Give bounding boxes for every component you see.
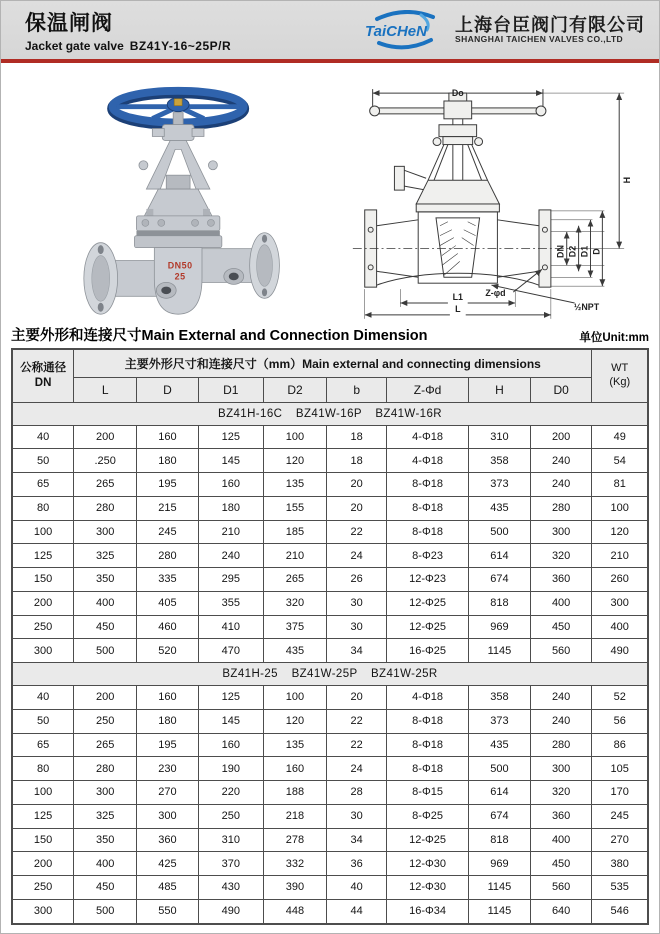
value-cell: 400: [592, 615, 648, 639]
value-cell: .250: [74, 449, 137, 473]
table-row: [12, 852, 648, 876]
value-cell: 310: [469, 425, 531, 449]
section-header: [11, 325, 649, 345]
value-cell: 360: [530, 568, 592, 592]
company-name-en: SHANGHAI TAICHEN VALVES CO.,LTD: [455, 34, 624, 45]
dn-cell: 125: [12, 804, 74, 828]
value-cell: 435: [263, 639, 327, 663]
table-row: [12, 520, 648, 544]
column-header: H: [469, 377, 531, 402]
dn-cell: 300: [12, 899, 74, 924]
value-cell: 160: [198, 733, 263, 757]
value-cell: 450: [530, 852, 592, 876]
product-title-block: [25, 7, 231, 53]
value-cell: 485: [137, 876, 199, 900]
company-name-block: [455, 15, 645, 45]
value-cell: 230: [137, 757, 199, 781]
value-cell: 400: [530, 828, 592, 852]
value-cell: 358: [469, 686, 531, 710]
value-cell: 1145: [469, 639, 531, 663]
table-row: [12, 615, 648, 639]
value-cell: 30: [327, 615, 387, 639]
value-cell: 969: [469, 852, 531, 876]
value-cell: 270: [592, 828, 648, 852]
taichen-logo-text: TaiCHeN: [365, 23, 427, 40]
valve-photo: [61, 77, 339, 323]
product-title-zh: 保温闸阀: [25, 12, 113, 35]
model-group-label: BZ41H-25 BZ41W-25P BZ41W-25R: [12, 663, 648, 686]
dim-label-do: Do: [451, 88, 464, 99]
dn-cell: 50: [12, 709, 74, 733]
dn-cell: 150: [12, 828, 74, 852]
column-header-dn: [12, 349, 74, 402]
valve-drawing-graphic: [337, 81, 639, 321]
value-cell: 435: [469, 733, 531, 757]
value-cell: 36: [327, 852, 387, 876]
wt-header-unit: (Kg): [609, 375, 631, 388]
column-header: L: [74, 377, 137, 402]
table-row: [12, 757, 648, 781]
dn-cell: 65: [12, 733, 74, 757]
accent-divider: [1, 59, 659, 63]
dn-cell: 40: [12, 425, 74, 449]
value-cell: 490: [198, 899, 263, 924]
page-header: [1, 1, 659, 59]
value-cell: 350: [74, 568, 137, 592]
model-group-row: [12, 402, 648, 425]
value-cell: 240: [530, 473, 592, 497]
value-cell: 200: [74, 425, 137, 449]
value-cell: 135: [263, 733, 327, 757]
dn-cell: 100: [12, 520, 74, 544]
value-cell: 180: [137, 709, 199, 733]
value-cell: 300: [530, 757, 592, 781]
table-row: [12, 686, 648, 710]
value-cell: 8-Φ18: [387, 496, 469, 520]
value-cell: 86: [592, 733, 648, 757]
value-cell: 400: [74, 852, 137, 876]
value-cell: 210: [198, 520, 263, 544]
value-cell: 320: [530, 544, 592, 568]
column-header: b: [327, 377, 387, 402]
model-group-label: BZ41H-16C BZ41W-16P BZ41W-16R: [12, 402, 648, 425]
dim-label-d2: D2: [567, 245, 578, 258]
value-cell: 300: [74, 520, 137, 544]
dn-header-zh: 公称通径: [20, 362, 67, 375]
value-cell: 200: [74, 686, 137, 710]
value-cell: 358: [469, 449, 531, 473]
value-cell: 500: [74, 899, 137, 924]
value-cell: 22: [327, 520, 387, 544]
column-header: D1: [198, 377, 263, 402]
value-cell: 145: [198, 449, 263, 473]
value-cell: 100: [592, 496, 648, 520]
dn-cell: 40: [12, 686, 74, 710]
column-header: D0: [530, 377, 592, 402]
value-cell: 18: [327, 449, 387, 473]
value-cell: 18: [327, 425, 387, 449]
dimensions-table-wrap: [11, 348, 649, 925]
value-cell: 30: [327, 591, 387, 615]
table-row: [12, 449, 648, 473]
value-cell: 218: [263, 804, 327, 828]
value-cell: 12-Φ25: [387, 615, 469, 639]
value-cell: 135: [263, 473, 327, 497]
value-cell: 373: [469, 709, 531, 733]
value-cell: 49: [592, 425, 648, 449]
value-cell: 4-Φ18: [387, 425, 469, 449]
column-header: D: [137, 377, 199, 402]
value-cell: 300: [592, 591, 648, 615]
value-cell: 640: [530, 899, 592, 924]
table-row: [12, 591, 648, 615]
dim-label-d: D: [591, 248, 602, 255]
value-cell: 1145: [469, 899, 531, 924]
table-row: [12, 425, 648, 449]
value-cell: 260: [592, 568, 648, 592]
dim-label-npt: ½NPT: [573, 301, 600, 312]
value-cell: 350: [74, 828, 137, 852]
dn-cell: 80: [12, 496, 74, 520]
value-cell: 4-Φ18: [387, 449, 469, 473]
value-cell: 280: [74, 496, 137, 520]
value-cell: 410: [198, 615, 263, 639]
value-cell: 190: [198, 757, 263, 781]
value-cell: 12-Φ25: [387, 828, 469, 852]
value-cell: 280: [530, 733, 592, 757]
value-cell: 280: [137, 544, 199, 568]
value-cell: 360: [530, 804, 592, 828]
value-cell: 270: [137, 781, 199, 805]
value-cell: 120: [592, 520, 648, 544]
value-cell: 12-Φ30: [387, 852, 469, 876]
value-cell: 8-Φ25: [387, 804, 469, 828]
taichen-logo-icon: [361, 10, 447, 50]
brand-block: [361, 10, 645, 50]
value-cell: 355: [198, 591, 263, 615]
value-cell: 26: [327, 568, 387, 592]
value-cell: 20: [327, 686, 387, 710]
dimensions-table: [11, 348, 649, 925]
value-cell: 500: [74, 639, 137, 663]
value-cell: 8-Φ23: [387, 544, 469, 568]
value-cell: 390: [263, 876, 327, 900]
value-cell: 818: [469, 828, 531, 852]
value-cell: 325: [74, 804, 137, 828]
value-cell: 44: [327, 899, 387, 924]
value-cell: 200: [530, 425, 592, 449]
value-cell: 160: [263, 757, 327, 781]
table-row: [12, 709, 648, 733]
table-row: [12, 544, 648, 568]
value-cell: 265: [263, 568, 327, 592]
value-cell: 185: [263, 520, 327, 544]
value-cell: 20: [327, 473, 387, 497]
dn-cell: 80: [12, 757, 74, 781]
column-header-span: 主要外形尺寸和连接尺寸（mm）Main external and connecting dimensions: [74, 349, 592, 377]
value-cell: 12-Φ23: [387, 568, 469, 592]
dn-cell: 250: [12, 876, 74, 900]
dn-cell: 200: [12, 852, 74, 876]
product-model: BZ41Y-16~25P/R: [129, 39, 232, 53]
value-cell: 535: [592, 876, 648, 900]
table-row: [12, 876, 648, 900]
value-cell: 550: [137, 899, 199, 924]
value-cell: 425: [137, 852, 199, 876]
value-cell: 332: [263, 852, 327, 876]
value-cell: 295: [198, 568, 263, 592]
value-cell: 265: [74, 733, 137, 757]
company-name-zh: 上海台臣阀门有限公司: [455, 14, 645, 35]
value-cell: 240: [530, 686, 592, 710]
table-body: [12, 402, 648, 924]
value-cell: 373: [469, 473, 531, 497]
table-row: [12, 496, 648, 520]
value-cell: 969: [469, 615, 531, 639]
value-cell: 450: [74, 876, 137, 900]
value-cell: 310: [198, 828, 263, 852]
value-cell: 400: [74, 591, 137, 615]
value-cell: 22: [327, 709, 387, 733]
dn-cell: 200: [12, 591, 74, 615]
value-cell: 120: [263, 709, 327, 733]
value-cell: 40: [327, 876, 387, 900]
dn-cell: 250: [12, 615, 74, 639]
value-cell: 300: [137, 804, 199, 828]
value-cell: 560: [530, 876, 592, 900]
value-cell: 8-Φ18: [387, 733, 469, 757]
product-subtitle: Jacket gate valve: [25, 39, 124, 53]
value-cell: 400: [530, 591, 592, 615]
unit-note: 单位Unit:mm: [579, 332, 649, 344]
value-cell: 28: [327, 781, 387, 805]
value-cell: 265: [74, 473, 137, 497]
model-group-row: [12, 663, 648, 686]
value-cell: 614: [469, 781, 531, 805]
value-cell: 674: [469, 568, 531, 592]
dim-label-h: H: [622, 176, 633, 184]
value-cell: 34: [327, 828, 387, 852]
value-cell: 240: [530, 449, 592, 473]
value-cell: 120: [263, 449, 327, 473]
dn-cell: 50: [12, 449, 74, 473]
value-cell: 180: [198, 496, 263, 520]
value-cell: 500: [469, 757, 531, 781]
value-cell: 370: [198, 852, 263, 876]
value-cell: 24: [327, 544, 387, 568]
value-cell: 16-Φ25: [387, 639, 469, 663]
value-cell: 375: [263, 615, 327, 639]
value-cell: 16-Φ34: [387, 899, 469, 924]
table-row: [12, 639, 648, 663]
value-cell: 614: [469, 544, 531, 568]
value-cell: 4-Φ18: [387, 686, 469, 710]
value-cell: 195: [137, 733, 199, 757]
value-cell: 460: [137, 615, 199, 639]
value-cell: 81: [592, 473, 648, 497]
value-cell: 360: [137, 828, 199, 852]
valve-photo-graphic: [61, 77, 339, 323]
table-row: [12, 781, 648, 805]
value-cell: 20: [327, 496, 387, 520]
value-cell: 210: [592, 544, 648, 568]
table-row: [12, 473, 648, 497]
value-cell: 8-Φ18: [387, 473, 469, 497]
dn-cell: 125: [12, 544, 74, 568]
value-cell: 674: [469, 804, 531, 828]
value-cell: 818: [469, 591, 531, 615]
value-cell: 448: [263, 899, 327, 924]
value-cell: 8-Φ18: [387, 520, 469, 544]
value-cell: 12-Φ25: [387, 591, 469, 615]
product-title-en: [25, 39, 231, 53]
sub-header-row: [12, 377, 648, 402]
value-cell: 145: [198, 709, 263, 733]
dn-header-code: DN: [34, 376, 52, 389]
value-cell: 430: [198, 876, 263, 900]
value-cell: 220: [198, 781, 263, 805]
value-cell: 8-Φ18: [387, 757, 469, 781]
value-cell: 8-Φ18: [387, 709, 469, 733]
value-cell: 320: [263, 591, 327, 615]
table-row: [12, 804, 648, 828]
value-cell: 320: [530, 781, 592, 805]
value-cell: 24: [327, 757, 387, 781]
value-cell: 54: [592, 449, 648, 473]
dim-label-dn: DN: [555, 245, 566, 258]
value-cell: 180: [137, 449, 199, 473]
dim-label-l: L: [455, 303, 461, 314]
value-cell: 160: [137, 686, 199, 710]
dim-label-l1: L1: [452, 292, 464, 303]
value-cell: 300: [530, 520, 592, 544]
value-cell: 250: [74, 709, 137, 733]
section-title: 主要外形和连接尺寸Main External and Connection Dimension: [11, 328, 428, 344]
table-row: [12, 899, 648, 924]
valve-marking-pn: 25: [174, 271, 186, 282]
value-cell: 12-Φ30: [387, 876, 469, 900]
value-cell: 1145: [469, 876, 531, 900]
value-cell: 335: [137, 568, 199, 592]
value-cell: 34: [327, 639, 387, 663]
value-cell: 170: [592, 781, 648, 805]
value-cell: 215: [137, 496, 199, 520]
value-cell: 450: [74, 615, 137, 639]
value-cell: 450: [530, 615, 592, 639]
value-cell: 520: [137, 639, 199, 663]
value-cell: 380: [592, 852, 648, 876]
value-cell: 155: [263, 496, 327, 520]
value-cell: 8-Φ15: [387, 781, 469, 805]
value-cell: 250: [198, 804, 263, 828]
value-cell: 125: [198, 686, 263, 710]
value-cell: 470: [198, 639, 263, 663]
value-cell: 405: [137, 591, 199, 615]
dn-cell: 65: [12, 473, 74, 497]
table-row: [12, 828, 648, 852]
value-cell: 240: [198, 544, 263, 568]
valve-drawing: [337, 81, 639, 321]
value-cell: 100: [263, 686, 327, 710]
value-cell: 546: [592, 899, 648, 924]
value-cell: 245: [137, 520, 199, 544]
column-header-wt: [592, 349, 648, 402]
value-cell: 490: [592, 639, 648, 663]
dim-label-d1: D1: [579, 245, 590, 258]
value-cell: 210: [263, 544, 327, 568]
value-cell: 280: [530, 496, 592, 520]
value-cell: 245: [592, 804, 648, 828]
column-header: Z-Φd: [387, 377, 469, 402]
table-row: [12, 568, 648, 592]
value-cell: 125: [198, 425, 263, 449]
valve-marking-dn: DN50: [167, 260, 193, 271]
value-cell: 160: [198, 473, 263, 497]
dn-cell: 150: [12, 568, 74, 592]
wt-header-label: WT: [611, 362, 629, 374]
value-cell: 52: [592, 686, 648, 710]
value-cell: 280: [74, 757, 137, 781]
value-cell: 188: [263, 781, 327, 805]
dn-cell: 100: [12, 781, 74, 805]
value-cell: 56: [592, 709, 648, 733]
table-row: [12, 733, 648, 757]
value-cell: 500: [469, 520, 531, 544]
value-cell: 30: [327, 804, 387, 828]
value-cell: 325: [74, 544, 137, 568]
dn-cell: 300: [12, 639, 74, 663]
value-cell: 435: [469, 496, 531, 520]
value-cell: 22: [327, 733, 387, 757]
value-cell: 300: [74, 781, 137, 805]
value-cell: 560: [530, 639, 592, 663]
value-cell: 195: [137, 473, 199, 497]
value-cell: 105: [592, 757, 648, 781]
value-cell: 160: [137, 425, 199, 449]
value-cell: 100: [263, 425, 327, 449]
value-cell: 240: [530, 709, 592, 733]
column-header: D2: [263, 377, 327, 402]
value-cell: 278: [263, 828, 327, 852]
dim-label-z-phi-d: Z-φd: [485, 288, 506, 299]
